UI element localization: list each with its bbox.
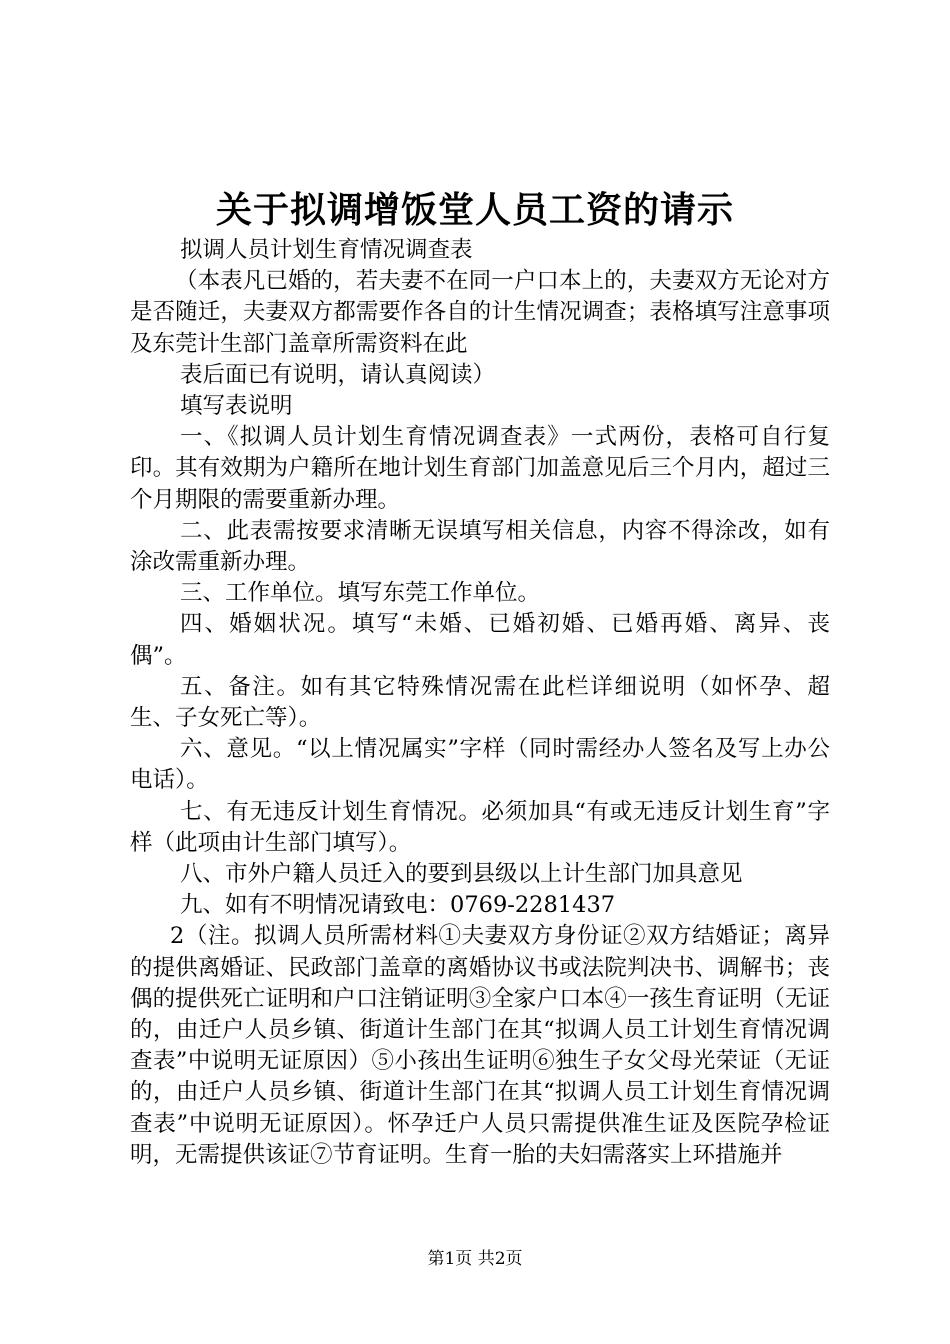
paragraph-item-8: 八、市外户籍人员迁入的要到县级以上计生部门加具意见 [180,861,743,888]
paragraph-item-6: 六、意见。“以上情况属实”字样（同时需经办人签名及写上办公电话）。 [130,736,830,794]
page-footer: 第1页 共2页 [427,1249,523,1269]
paragraph-item-4: 四、婚姻状况。填写“未婚、已婚初婚、已婚再婚、离异、丧偶”。 [130,611,830,669]
paragraph-item-5: 五、备注。如有其它特殊情况需在此栏详细说明（如怀孕、超生、子女死亡等）。 [130,673,830,732]
paragraph-item-9: 九、如有不明情况请致电：0769-2281437 [180,892,616,919]
paragraph-item-3: 三、工作单位。填写东莞工作单位。 [180,580,541,607]
paragraph-heading: 填写表说明 [180,393,293,420]
paragraph-materials: 2（注。拟调人员所需材料①夫妻双方身份证②双方结婚证；离异的提供离婚证、民政部门盖章的离婚协议书或法院判决书、调解书；丧偶的提供死亡证明和户口注销证明③全家户口本④一孩生育证明（无证的，由迁户人员乡镇、街道计生部门在其“拟调人员工计划生育情况调查表”中说明无证原因）⑤小孩出生证明⑥独生子女父母光荣证（无证的，由迁户人员乡镇、街道计生部门在其“拟调人员工计划生育情况调查表”中说明无证原因）。怀孕迁户人员只需提供准生证及医院孕检证明，无需提供该证⑦节育证明。生育一胎的夫妇需落实上环措施并 [130,923,830,1168]
paragraph-item-2: 二、此表需按要求清晰无误填写相关信息，内容不得涂改，如有涂改需重新办理。 [130,517,830,576]
paragraph-note-cont: 表后面已有说明，请认真阅读） [180,361,496,388]
document-title: 关于拟调增饭堂人员工资的请示 [215,189,734,231]
document-body [130,235,830,1171]
paragraph-note: （本表凡已婚的，若夫妻不在同一户口本上的，夫妻双方无论对方是否随迁，夫妻双方都需要作各自的计生情况调查；表格填写注意事项及东莞计生部门盖章所需资料在此 [130,268,830,357]
paragraph-item-7: 七、有无违反计划生育情况。必须加具“有或无违反计划生育”字样（此项由计生部门填写）。 [130,798,830,856]
paragraph-item-1: 一、《拟调人员计划生育情况调查表》一式两份，表格可自行复印。其有效期为户籍所在地计划生育部门加盖意见后三个月内，超过三个月期限的需要重新办理。 [130,424,830,513]
paragraph-form-name: 拟调人员计划生育情况调查表 [180,237,473,263]
